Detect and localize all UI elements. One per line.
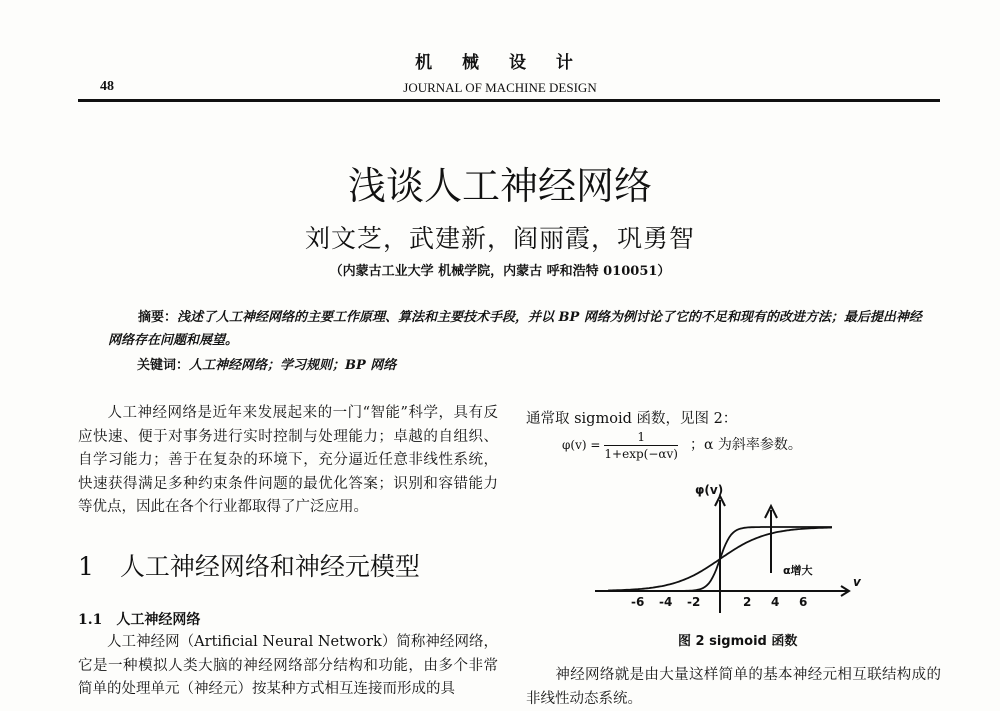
equation-denominator: 1+exp(−αv) xyxy=(604,447,678,461)
subsection-title: 人工神经网络 xyxy=(116,612,201,628)
x-tick-label: 4 xyxy=(771,595,780,609)
abstract xyxy=(108,306,928,352)
abstract-text: 浅述了人工神经网络的主要工作原理、算法和主要技术手段，并以 BP 网络为例讨论了它的不足和现有的改进方法；最后提出神经网络存在问题和展望。 xyxy=(108,310,922,348)
col2-paragraph xyxy=(526,664,941,711)
journal-title-en: JOURNAL OF MACHINE DESIGN xyxy=(403,80,597,95)
sigmoid-lead: 通常取 sigmoid 函数，见图 2： xyxy=(526,411,738,427)
intro-paragraph xyxy=(78,402,498,520)
abstract-label: 摘要： xyxy=(138,310,178,325)
equation-numerator: 1 xyxy=(604,430,678,446)
page-number: 48 xyxy=(100,79,114,94)
subsection-heading xyxy=(78,609,200,629)
x-tick-label: -2 xyxy=(687,595,701,609)
x-axis-label: v xyxy=(853,575,861,589)
header-rule xyxy=(78,99,940,102)
section-title: 人工神经网络和神经元模型 xyxy=(119,552,420,581)
alpha-label: α增大 xyxy=(783,564,813,577)
equation-lhs: φ(v) = xyxy=(562,438,601,452)
article-authors: 刘文芝，武建新，阎丽霞，巩勇智 xyxy=(304,224,695,253)
sigmoid-equation xyxy=(562,430,802,461)
x-tick-label: 6 xyxy=(799,595,808,609)
article-affiliation: （内蒙古工业大学 机械学院，内蒙古 呼和浩特 010051） xyxy=(329,264,671,279)
keywords-text: 人工神经网络；学习规则；BP 网络 xyxy=(189,358,397,373)
sigmoid-figure xyxy=(585,478,885,618)
figure-caption: 图 2 sigmoid 函数 xyxy=(678,634,798,649)
x-tick-label: -6 xyxy=(631,595,645,609)
y-axis-label: φ(v) xyxy=(695,483,724,497)
x-tick-label: -4 xyxy=(659,595,673,609)
intro-text: 人工神经网络是近年来发展起来的一门“智能”科学，具有反应快速、便于对事务进行实时控制与处理能力；卓越的自组织、自学习能力；善于在复杂的环境下，充分逼近任意非线性系统，快速获得满足多种约束条件问题的最优化答案；识别和容错能力等优点，因此在各个行业都取得了广泛应用。 xyxy=(78,405,498,515)
subsection-number: 1.1 xyxy=(78,612,103,628)
keywords-label: 关键词： xyxy=(137,358,190,373)
keywords xyxy=(137,354,396,373)
article-title: 浅谈人工神经网络 xyxy=(347,164,652,208)
subsection-paragraph xyxy=(78,631,498,702)
equation-note: ；α 为斜率参数。 xyxy=(689,437,802,453)
journal-title-cn: 机 械 设 计 xyxy=(415,53,585,73)
section-number: 1 xyxy=(78,552,94,581)
section-heading xyxy=(78,547,420,583)
x-tick-label: 2 xyxy=(743,595,752,609)
subsection-text: 人工神经网（Artificial Neural Network）简称神经网络，它是一种模拟人类大脑的神经网络部分结构和功能，由多个非常简单的处理单元（神经元）按某种方式相互连接而形成的具 xyxy=(78,634,498,697)
col2-text: 神经网络就是由大量这样简单的基本神经元相互联结构成的非线性动态系统。 xyxy=(526,667,941,707)
